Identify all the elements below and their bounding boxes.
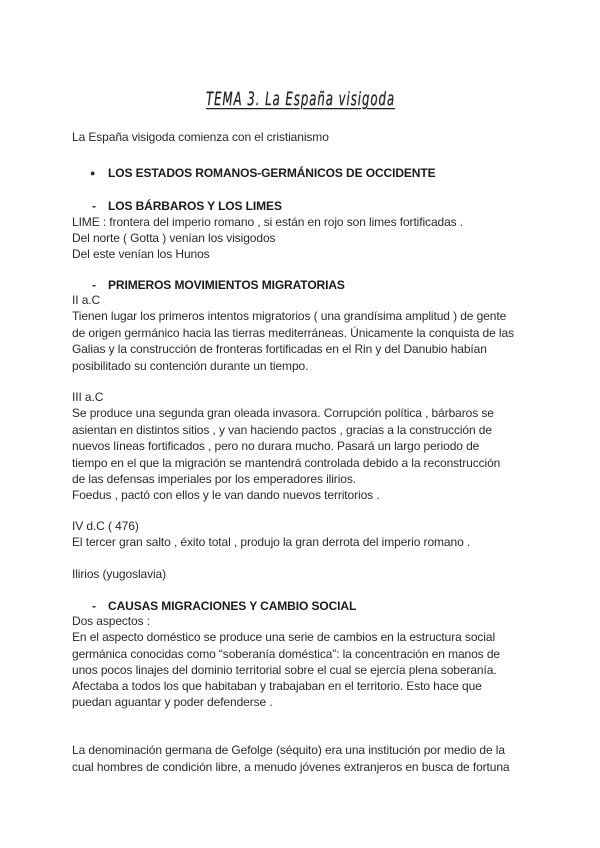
text-line: tiempo en el que la migración se mantendrá controlada debido a la reconstrucción <box>72 456 501 470</box>
text-line: Foedus , pactó con ellos y le van dando nuevos territorios . <box>72 488 380 502</box>
dash-marker: - <box>92 199 96 213</box>
period-label: III a.C <box>72 390 104 404</box>
dash-marker: - <box>92 278 96 292</box>
text-line: de las defensas imperiales por los emperadores ilirios. <box>72 472 356 486</box>
text-line: Afectaba a todos los que habitaban y trabajaban en el territorio. Esto hace que <box>72 679 482 693</box>
text-line: Galias y la construcción de fronteras fortificadas en el Rin y del Danubio habían <box>72 342 487 356</box>
text-line: Se produce una segunda gran oleada invasora. Corrupción política , bárbaros se <box>72 406 494 420</box>
subsection-heading: PRIMEROS MOVIMIENTOS MIGRATORIAS <box>108 278 345 292</box>
document-title <box>0 88 600 110</box>
intro-text: La España visigoda comienza con el cristianismo <box>72 130 329 144</box>
text-line: Tienen lugar los primeros intentos migratorios ( una grandísima amplitud ) de gente <box>72 309 507 323</box>
text-line: nuevos líneas fortificados , pero no durara mucho. Pasará un largo periodo de <box>72 439 480 453</box>
text-line: unos pocos linajes del dominio territorial sobre el cual se ejercía plena soberanía. <box>72 663 497 677</box>
text-line: cual hombres de condición libre, a menudo jóvenes extranjeros en busca de fortuna <box>72 760 510 774</box>
text-line: puedan aguantar y poder defenderse . <box>72 695 273 709</box>
text-line: posibilitado su contención durante un tiempo. <box>72 359 309 373</box>
text-line: germánica conocidas como “soberanía doméstica”: la concentración en manos de <box>72 647 500 661</box>
note-text: Ilirios (yugoslavia) <box>72 567 167 581</box>
text-line: La denominación germana de Gefolge (séquito) era una institución por medio de la <box>72 743 505 757</box>
text-line: Del este venían los Hunos <box>72 247 210 261</box>
text-line: Del norte ( Gotta ) venían los visigodos <box>72 231 276 245</box>
text-line: El tercer gran salto , éxito total , produjo la gran derrota del imperio romano . <box>72 535 471 549</box>
text-line: asientan en distintos sitios , y van haciendo pactos , gracias a la construcción de <box>72 423 492 437</box>
text-line: LIME : frontera del imperio romano , si están en rojo son limes fortificadas . <box>72 215 464 229</box>
text-line: En el aspecto doméstico se produce una serie de cambios en la estructura social <box>72 630 496 644</box>
period-label: IV d.C ( 476) <box>72 519 139 533</box>
subsection-heading: LOS BÁRBAROS Y LOS LIMES <box>108 199 282 213</box>
section-heading: LOS ESTADOS ROMANOS-GERMÁNICOS DE OCCIDENTE <box>108 166 436 180</box>
text-line: Dos aspectos : <box>72 614 150 628</box>
subsection-heading: CAUSAS MIGRACIONES Y CAMBIO SOCIAL <box>108 599 357 613</box>
title-text: TEMA 3. La España visigoda <box>205 88 395 110</box>
period-label: II a.C <box>72 293 101 307</box>
text-line: de origen germánico hacia las tierras mediterráneas. Únicamente la conquista de las <box>72 326 514 340</box>
dash-marker: - <box>92 599 96 613</box>
bullet-icon: ● <box>90 168 96 178</box>
